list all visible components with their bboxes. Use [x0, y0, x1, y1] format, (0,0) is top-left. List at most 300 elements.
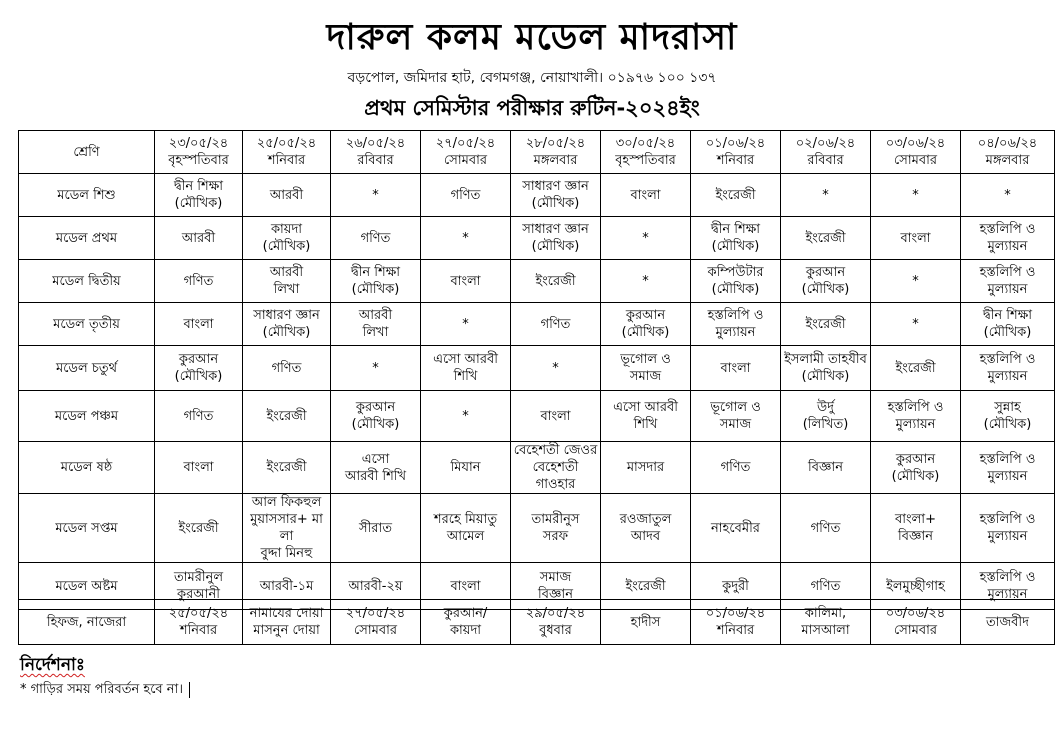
subject-cell-line: সুন্নাহ	[994, 400, 1021, 415]
subject-cell	[871, 442, 961, 494]
exam-date: ০২/০৬/২৪	[795, 136, 856, 151]
subject-cell-line: *	[912, 187, 919, 203]
subject-cell-line: *	[462, 230, 469, 246]
subject-cell-line: শিখি	[453, 369, 478, 384]
subject-cell	[691, 391, 781, 442]
table-row	[19, 260, 1055, 303]
subject-cell	[243, 494, 331, 563]
routine-title: প্রথম সেমিস্টার পরীক্ষার রুটিন-২০২৪ইং	[364, 96, 700, 120]
subject-cell	[421, 346, 511, 391]
subject-cell-line: আরবী শিখি	[344, 468, 407, 484]
hifz-cell-line: শনিবার	[716, 623, 755, 638]
exam-day: শনিবার	[716, 153, 755, 168]
subject-cell-line: (মৌখিক)	[531, 196, 580, 211]
subject-cell	[601, 391, 691, 442]
subject-cell-line: সমাজ	[629, 369, 662, 384]
subject-cell-line: মুল্যায়ন	[715, 325, 756, 340]
subject-cell	[961, 260, 1055, 303]
subject-cell	[691, 346, 781, 391]
subject-cell-line: ইংরেজী	[266, 460, 307, 475]
exam-day: সোমবার	[893, 153, 937, 168]
subject-cell-line: মুয়াসসার+ মা লা	[250, 512, 323, 544]
table-row	[19, 391, 1055, 442]
subject-cell-line: ইংরেজী	[625, 578, 666, 594]
subject-cell	[511, 494, 601, 563]
subject-cell-line: হস্তলিপি ও	[887, 400, 944, 415]
instructions-heading: নির্দেশনাঃ	[20, 655, 85, 675]
subject-cell	[781, 442, 871, 494]
subject-cell-line: বাংলা	[183, 460, 214, 475]
subject-cell	[331, 217, 421, 260]
subject-cell-line: কুরআন	[355, 400, 396, 415]
subject-cell-line: (মৌখিক)	[891, 468, 940, 484]
date-column-header	[601, 131, 691, 174]
subject-cell-line: এসো আরবী	[433, 352, 498, 367]
subject-cell	[331, 260, 421, 303]
subject-cell-line: বিজ্ঞান	[808, 460, 843, 475]
exam-date: ২৫/০৫/২৪	[256, 136, 317, 151]
subject-cell-line: ইংরেজী	[178, 520, 219, 536]
subject-cell-line: বাংলা	[630, 187, 661, 203]
subject-cell-line: তামরীনুল	[173, 570, 224, 585]
hifz-cell-line: মাসনুন দোয়া	[253, 623, 320, 638]
subject-cell-line: তামরীনুস	[531, 512, 580, 527]
class-name-cell: মডেল ষষ্ঠ	[19, 442, 155, 494]
hifz-cell-line: কালিমা,	[804, 606, 847, 621]
subject-cell-line: শিখি	[633, 417, 658, 432]
subject-cell	[961, 391, 1055, 442]
subject-cell	[871, 391, 961, 442]
subject-cell	[601, 260, 691, 303]
subject-cell	[511, 391, 601, 442]
subject-cell-line: সরফ	[542, 529, 569, 544]
subject-cell-line: মুল্যায়ন	[987, 282, 1028, 297]
subject-cell	[155, 346, 243, 391]
subject-cell-line: দ্বীন শিক্ষা	[350, 265, 401, 280]
subject-cell-line: (মৌখিক)	[262, 325, 311, 340]
subject-cell	[155, 494, 243, 563]
hifz-class-cell: হিফজ, নাজেরা	[19, 600, 155, 645]
subject-cell-line: (মৌখিক)	[801, 282, 850, 297]
hifz-cell-line: বুধবার	[539, 623, 572, 638]
subject-cell-line: বাংলা	[900, 230, 931, 246]
subject-cell-line: সাধারণ জ্ঞান	[522, 222, 589, 237]
subject-cell-line: বাংলা	[540, 408, 571, 424]
subject-cell	[331, 174, 421, 217]
subject-cell	[243, 391, 331, 442]
hifz-cell-line: ০৩/০৬/২৪	[885, 606, 946, 621]
subject-cell	[961, 346, 1055, 391]
subject-cell-line: হস্তলিপি ও	[979, 352, 1036, 367]
subject-cell	[871, 260, 961, 303]
subject-cell-line: *	[642, 230, 649, 246]
subject-cell-line: *	[462, 408, 469, 424]
subject-cell	[601, 303, 691, 346]
exam-date: ০৩/০৬/২৪	[885, 136, 946, 151]
subject-cell-line: বিজ্ঞান	[898, 529, 933, 544]
subject-cell	[871, 174, 961, 217]
subject-cell	[691, 494, 781, 563]
subject-cell-line: গণিত	[183, 408, 214, 424]
hifz-cell-line: শনিবার	[179, 623, 218, 638]
subject-cell	[691, 260, 781, 303]
subject-cell	[511, 346, 601, 391]
subject-cell	[781, 494, 871, 563]
subject-cell-line: সাধারণ জ্ঞান	[522, 179, 589, 194]
subject-cell	[781, 346, 871, 391]
hifz-cell	[871, 600, 961, 645]
subject-cell-line: লিখা	[273, 282, 300, 297]
instructions-text: * গাড়ির সময় পরিবর্তন হবে না।	[20, 682, 183, 697]
subject-cell-line: ইংরেজী	[715, 187, 756, 203]
subject-cell-line: আরবী-১ম	[259, 578, 314, 594]
exam-day: শনিবার	[267, 153, 306, 168]
subject-cell-line: (মৌখিক)	[531, 239, 580, 254]
class-name-cell: মডেল শিশু	[19, 174, 155, 217]
subject-cell-line: হস্তলিপি ও	[979, 512, 1036, 527]
subject-cell	[511, 442, 601, 494]
subject-cell-line: আরবী	[358, 308, 393, 323]
subject-cell-line: ইংরেজী	[805, 316, 846, 332]
subject-cell	[691, 217, 781, 260]
subject-cell	[421, 391, 511, 442]
subject-cell-line: গণিত	[540, 316, 571, 332]
subject-cell	[155, 260, 243, 303]
hifz-cell	[511, 600, 601, 645]
subject-cell-line: (মৌখিক)	[983, 417, 1032, 432]
subject-cell	[243, 217, 331, 260]
subject-cell-line: (মৌখিক)	[351, 282, 400, 297]
class-name-cell: মডেল দ্বিতীয়	[19, 260, 155, 303]
hifz-cell-line: সোমবার	[893, 623, 937, 638]
subject-cell-line: *	[372, 187, 379, 203]
class-name-cell: মডেল চতুর্থ	[19, 346, 155, 391]
table-row	[19, 217, 1055, 260]
class-column-header-label: শ্রেণি	[73, 144, 100, 160]
subject-cell-line: (মৌখিক)	[174, 196, 223, 211]
date-column-header	[243, 131, 331, 174]
subject-cell-line: হস্তলিপি ও	[979, 451, 1036, 467]
class-name-cell: মডেল অষ্টম	[19, 563, 155, 610]
subject-cell-line: *	[642, 273, 649, 289]
subject-cell-line: মুল্যায়ন	[987, 369, 1028, 384]
date-column-header	[155, 131, 243, 174]
table-row	[19, 303, 1055, 346]
subject-cell-line: আল ফিকহুল	[251, 495, 322, 510]
subject-cell	[331, 391, 421, 442]
subject-cell	[601, 494, 691, 563]
subject-cell-line: এসো	[361, 451, 390, 467]
subject-cell	[601, 217, 691, 260]
subject-cell	[871, 217, 961, 260]
hifz-cell-line: নামাযের দোয়া	[249, 606, 324, 621]
subject-cell-line: বাংলা	[450, 578, 481, 594]
subject-cell-line: কম্পিউটার	[707, 265, 764, 280]
subject-cell-line: দ্বীন শিক্ষা	[982, 308, 1033, 323]
subject-cell	[871, 346, 961, 391]
subject-cell-line: এসো আরবী	[613, 400, 678, 415]
class-column-header	[19, 131, 155, 174]
subject-cell-line: মুল্যায়ন	[987, 587, 1028, 602]
subject-cell-line: গণিত	[810, 578, 841, 594]
subject-cell-line: (মৌখিক)	[983, 325, 1032, 340]
subject-cell-line: (মৌখিক)	[711, 239, 760, 254]
subject-cell-line: সাধারণ জ্ঞান	[253, 308, 320, 323]
subject-cell-line: *	[552, 360, 559, 376]
subject-cell-line: গণিত	[183, 273, 214, 289]
subject-cell-line: ইংরেজী	[266, 408, 307, 424]
exam-day: রবিবার	[807, 153, 844, 168]
subject-cell	[961, 217, 1055, 260]
subject-cell	[781, 391, 871, 442]
subject-cell-line: কায়দা	[270, 222, 303, 237]
hifz-cell-line: ২৯/০৫/২৪	[525, 606, 586, 621]
subject-cell-line: ইসলামী তাহযীব	[784, 352, 867, 367]
exam-day: বৃহস্পতিবার	[168, 153, 229, 168]
hifz-row	[19, 600, 1055, 645]
subject-cell-line: লিখা	[362, 325, 389, 340]
subject-cell-line: শরহে মিয়াতু	[433, 512, 498, 527]
subject-cell-line: ইলমুচ্ছীগাহ	[886, 578, 945, 594]
text-cursor	[189, 682, 190, 698]
exam-date: ৩০/০৫/২৪	[615, 136, 676, 151]
document-page	[8, 0, 1056, 736]
hifz-cell-line: কুরআন/	[443, 606, 488, 621]
subject-cell-line: ইংরেজী	[895, 360, 936, 376]
subject-cell-line: উর্দু	[817, 400, 834, 415]
date-column-header	[421, 131, 511, 174]
exam-day: মঙ্গলবার	[985, 153, 1030, 168]
subject-cell	[331, 442, 421, 494]
subject-cell	[691, 174, 781, 217]
subject-cell-line: (মৌখিক)	[351, 417, 400, 432]
date-column-header	[781, 131, 871, 174]
subject-cell-line: মুল্যায়ন	[987, 239, 1028, 254]
subject-cell	[421, 174, 511, 217]
subject-cell-line: আরবী-২য়	[348, 578, 403, 594]
subject-cell-line: ইংরেজী	[805, 230, 846, 246]
subject-cell	[331, 346, 421, 391]
hifz-cell-line: সোমবার	[353, 623, 397, 638]
subject-cell-line: মুল্যায়ন	[987, 529, 1028, 544]
subject-cell	[871, 303, 961, 346]
subject-cell	[155, 174, 243, 217]
subject-cell-line: কুরআন	[805, 265, 846, 280]
hifz-cell	[961, 600, 1055, 645]
subject-cell	[511, 260, 601, 303]
subject-cell-line: বাংলা	[183, 316, 214, 332]
subject-cell-line: দ্বীন শিক্ষা	[173, 179, 224, 194]
hifz-cell-line: হাদীস	[630, 614, 661, 630]
subject-cell-line: বেহেশতী জেওর	[513, 443, 598, 458]
table-row	[19, 174, 1055, 217]
subject-cell-line: *	[912, 316, 919, 332]
subject-cell	[781, 303, 871, 346]
subject-cell	[511, 217, 601, 260]
subject-cell	[961, 442, 1055, 494]
subject-cell	[511, 174, 601, 217]
date-column-header	[691, 131, 781, 174]
date-column-header	[331, 131, 421, 174]
subject-cell-line: ভূগোল ও	[620, 352, 671, 367]
header-row	[19, 131, 1055, 174]
subject-cell-line: (মৌখিক)	[711, 282, 760, 297]
subject-cell	[421, 494, 511, 563]
subject-cell-line: কুদুরী	[722, 578, 749, 594]
subject-cell-line: (মৌখিক)	[801, 369, 850, 384]
class-name-cell: মডেল পঞ্চম	[19, 391, 155, 442]
subject-cell-line: আরবী	[181, 230, 216, 246]
subject-cell-line: ইংরেজী	[535, 273, 576, 289]
hifz-table	[18, 599, 1055, 645]
subject-cell-line: আমেল	[446, 529, 485, 544]
hifz-cell-line: মাসআলা	[801, 623, 850, 638]
class-name-cell: মডেল সপ্তম	[19, 494, 155, 563]
subject-cell	[601, 346, 691, 391]
subject-cell-line: *	[822, 187, 829, 203]
subject-cell	[961, 303, 1055, 346]
class-name-cell: মডেল তৃতীয়	[19, 303, 155, 346]
exam-date: ০৪/০৬/২৪	[977, 136, 1038, 151]
subject-cell-line: কুরআন	[895, 451, 936, 467]
subject-cell	[155, 303, 243, 346]
hifz-cell-line: ০১/০৬/২৪	[705, 606, 766, 621]
subject-cell-line: কুরআন	[625, 308, 666, 323]
instructions-line	[20, 680, 190, 701]
exam-day: রবিবার	[357, 153, 394, 168]
subject-cell-line: বাংলা	[720, 360, 751, 376]
subject-cell	[243, 346, 331, 391]
class-name-cell: মডেল প্রথম	[19, 217, 155, 260]
subject-cell	[601, 442, 691, 494]
subject-cell-line: *	[1004, 187, 1011, 203]
subject-cell	[781, 217, 871, 260]
subject-cell	[243, 174, 331, 217]
subject-cell	[155, 391, 243, 442]
institution-title: দারুল কলম মডেল মাদরাসা	[326, 17, 738, 58]
subject-cell-line: বুদ্দা মিনহু	[260, 546, 313, 561]
subject-cell	[961, 494, 1055, 563]
date-column-header	[871, 131, 961, 174]
subject-cell	[243, 442, 331, 494]
subject-cell-line: বাংলা+	[895, 512, 936, 527]
subject-cell-line: গণিত	[720, 460, 751, 475]
subject-cell	[243, 260, 331, 303]
subject-cell	[155, 442, 243, 494]
subject-cell-line: নাহবেমীর	[711, 520, 760, 536]
subject-cell-line: গণিত	[271, 360, 302, 376]
exam-date: ০১/০৬/২৪	[705, 136, 766, 151]
hifz-cell	[243, 600, 331, 645]
subject-cell	[871, 494, 961, 563]
subject-cell-line: গণিত	[810, 520, 841, 536]
table-row	[19, 494, 1055, 563]
hifz-cell-line: ২৭/০৫/২৪	[345, 606, 406, 621]
subject-cell-line: হস্তলিপি ও	[979, 265, 1036, 280]
subject-cell	[421, 217, 511, 260]
subject-cell-line: মুল্যায়ন	[895, 417, 936, 432]
subject-cell-line: গণিত	[360, 230, 391, 246]
subject-cell-line: রওজাতুল	[619, 512, 672, 527]
subject-cell-line: বেহেশতী গাওহার	[532, 460, 579, 492]
subject-cell	[511, 303, 601, 346]
subject-cell-line: গণিত	[450, 187, 481, 203]
subject-cell	[691, 442, 781, 494]
table-row	[19, 442, 1055, 494]
subject-cell	[331, 303, 421, 346]
hifz-cell	[691, 600, 781, 645]
subject-cell-line: কুরআন	[178, 352, 219, 367]
subject-cell-line: মাসদার	[626, 460, 665, 475]
subject-cell-line: আরবী	[269, 187, 304, 203]
exam-day: বৃহস্পতিবার	[615, 153, 676, 168]
subject-cell-line: *	[462, 316, 469, 332]
subject-cell-line: আরবী	[269, 265, 304, 280]
subject-cell	[155, 217, 243, 260]
subject-cell-line: ভূগোল ও	[710, 400, 761, 415]
subject-cell	[601, 174, 691, 217]
exam-day: মঙ্গলবার	[533, 153, 578, 168]
exam-date: ২৭/০৫/২৪	[435, 136, 496, 151]
exam-date: ২৮/০৫/২৪	[525, 136, 586, 151]
subject-cell-line: মিযান	[450, 460, 481, 475]
subject-cell-line: (মৌখিক)	[262, 239, 311, 254]
subject-cell	[331, 494, 421, 563]
routine-table	[18, 130, 1055, 610]
exam-date: ২৩/০৫/২৪	[168, 136, 229, 151]
subject-cell	[781, 174, 871, 217]
subject-cell	[421, 442, 511, 494]
subject-cell-line: *	[912, 273, 919, 289]
date-column-header	[511, 131, 601, 174]
institution-address: বড়পোল, জমিদার হাট, বেগমগঞ্জ, নোয়াখালী। ০১৯৭৬ ১০০ ১৩৭	[347, 70, 717, 86]
subject-cell-line: কুরআনী	[177, 587, 220, 602]
hifz-cell	[155, 600, 243, 645]
subject-cell-line: হস্তলিপি ও	[979, 570, 1036, 585]
subject-cell	[243, 303, 331, 346]
hifz-cell	[781, 600, 871, 645]
subject-cell	[421, 303, 511, 346]
subject-cell-line: বাংলা	[450, 273, 481, 289]
subject-cell-line: মুল্যায়ন	[987, 468, 1028, 484]
table-row	[19, 346, 1055, 391]
hifz-cell	[601, 600, 691, 645]
subject-cell-line: সমাজ	[539, 570, 572, 585]
subject-cell-line: দ্বীন শিক্ষা	[710, 222, 761, 237]
subject-cell-line: হস্তলিপি ও	[979, 222, 1036, 237]
subject-cell-line: (লিখিত)	[802, 417, 849, 432]
subject-cell	[691, 303, 781, 346]
hifz-cell-line: কায়দা	[449, 623, 482, 638]
date-column-header	[961, 131, 1055, 174]
hifz-cell-line: ২৫/০৫/২৪	[168, 606, 229, 621]
exam-date: ২৬/০৫/২৪	[345, 136, 406, 151]
subject-cell	[781, 260, 871, 303]
subject-cell-line: (মৌখিক)	[621, 325, 670, 340]
subject-cell-line: হস্তলিপি ও	[707, 308, 764, 323]
subject-cell-line: বিজ্ঞান	[538, 587, 573, 602]
subject-cell	[421, 260, 511, 303]
subject-cell	[961, 174, 1055, 217]
exam-day: সোমবার	[443, 153, 487, 168]
subject-cell-line: আদব	[630, 529, 661, 544]
subject-cell-line: (মৌখিক)	[174, 369, 223, 384]
subject-cell-line: সীরাত	[359, 520, 392, 536]
hifz-cell-line: তাজবীদ	[986, 614, 1029, 630]
hifz-cell	[331, 600, 421, 645]
subject-cell-line: *	[372, 360, 379, 376]
hifz-cell	[421, 600, 511, 645]
